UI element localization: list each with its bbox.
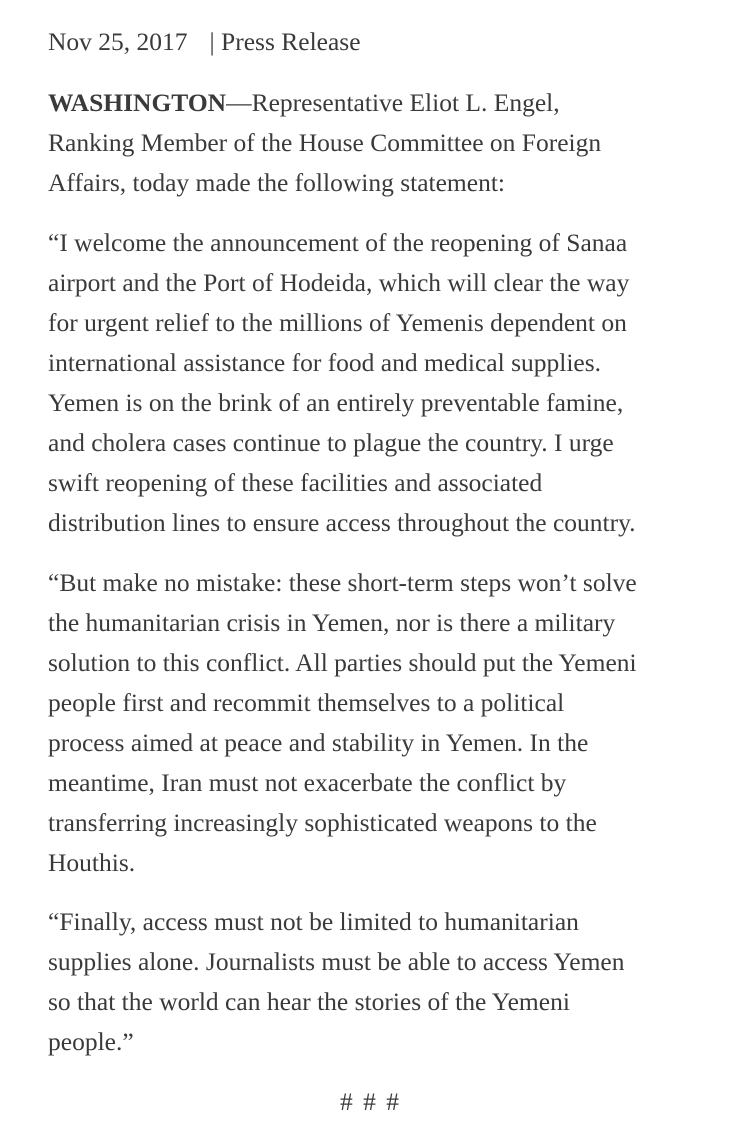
paragraph-line: the humanitarian crisis in Yemen, nor is there a military	[48, 608, 616, 637]
intro-line	[48, 83, 601, 123]
statement-paragraph-1	[48, 223, 636, 543]
paragraph-line: Houthis.	[48, 848, 136, 877]
paragraph-line: airport and the Port of Hodeida, which will clear the way	[48, 268, 630, 297]
release-date: Nov 25, 2017	[48, 27, 188, 56]
paragraph-line: for urgent relief to the millions of Yemenis dependent on	[48, 308, 627, 337]
release-category: | Press Release	[209, 27, 361, 56]
intro-line: Ranking Member of the House Committee on Foreign	[48, 128, 602, 157]
paragraph-line: swift reopening of these facilities and associated	[48, 468, 543, 497]
intro-line-text: —Representative Eliot L. Engel,	[226, 88, 560, 117]
paragraph-line: distribution lines to ensure access throughout the country.	[48, 508, 636, 537]
paragraph-line: transferring increasingly sophisticated weapons to the	[48, 808, 597, 837]
paragraph-line: “I welcome the announcement of the reopening of Sanaa	[48, 228, 628, 257]
dateline	[48, 25, 361, 59]
paragraph-line: international assistance for food and medical supplies.	[48, 348, 602, 377]
paragraph-line: supplies alone. Journalists must be able to access Yemen	[48, 947, 625, 976]
intro-line: Affairs, today made the following statement:	[48, 168, 505, 197]
paragraph-line: solution to this conflict. All parties should put the Yemeni	[48, 648, 637, 677]
statement-paragraph-3	[48, 902, 625, 1062]
paragraph-line: so that the world can hear the stories of the Yemeni	[48, 987, 570, 1016]
paragraph-line: meantime, Iran must not exacerbate the conflict by	[48, 768, 567, 797]
paragraph-line: and cholera cases continue to plague the country. I urge	[48, 428, 614, 457]
intro-paragraph	[48, 83, 601, 203]
end-mark: # # #	[340, 1087, 401, 1116]
statement-paragraph-2	[48, 563, 637, 883]
paragraph-line: Yemen is on the brink of an entirely preventable famine,	[48, 388, 624, 417]
paragraph-line: people.”	[48, 1027, 134, 1056]
paragraph-line: “But make no mistake: these short-term steps won’t solve	[48, 568, 637, 597]
paragraph-line: people first and recommit themselves to a political	[48, 688, 565, 717]
paragraph-line: process aimed at peace and stability in Yemen. In the	[48, 728, 589, 757]
dateline-place: WASHINGTON	[48, 88, 227, 117]
paragraph-line: “Finally, access must not be limited to humanitarian	[48, 907, 579, 936]
